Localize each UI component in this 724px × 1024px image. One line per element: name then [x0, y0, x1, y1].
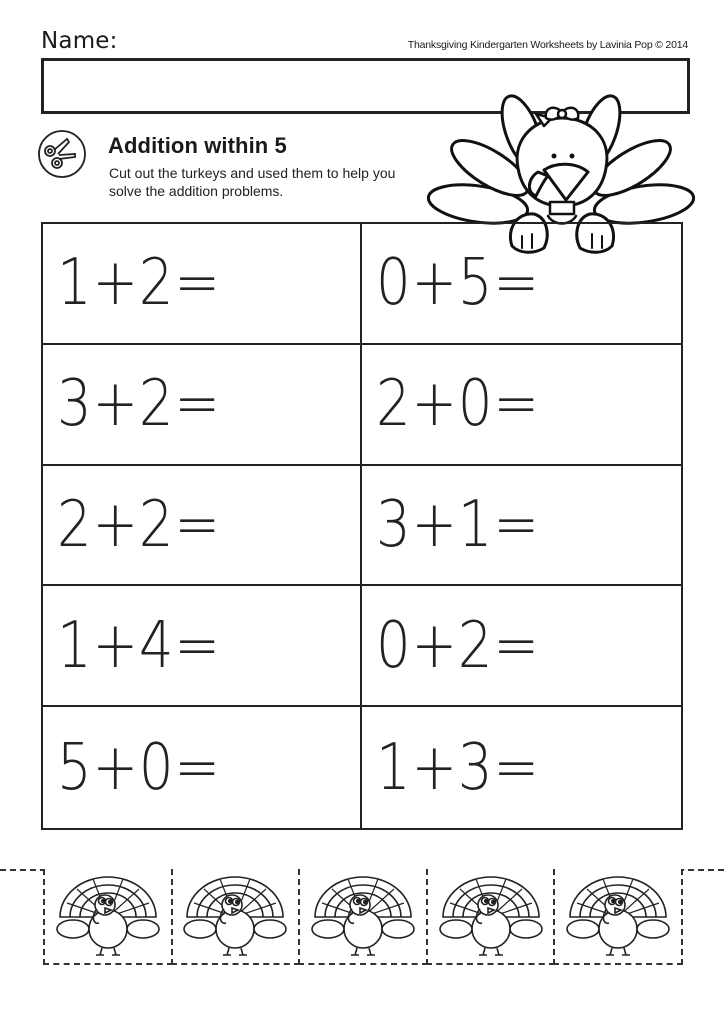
problem-cell[interactable] — [362, 586, 681, 707]
turkey-cutout[interactable] — [43, 869, 173, 965]
turkey-icon — [180, 873, 290, 959]
problem-cell[interactable] — [362, 345, 681, 466]
problem-cell[interactable] — [43, 224, 362, 345]
problem-cell[interactable] — [43, 707, 362, 828]
name-label: Name: — [41, 28, 118, 54]
problem-cell[interactable] — [362, 224, 681, 345]
problem-cell[interactable] — [43, 345, 362, 466]
turkey-icon — [53, 873, 163, 959]
worksheet-title: Addition within 5 — [108, 133, 287, 158]
turkey-cutout[interactable] — [426, 869, 556, 965]
cutout-strip — [43, 869, 683, 965]
turkey-icon — [308, 873, 418, 959]
problem-cell[interactable] — [43, 466, 362, 587]
turkey-cutout[interactable] — [553, 869, 683, 965]
worksheet-instructions: Cut out the turkeys and used them to help you solve the addition problems. — [109, 165, 396, 199]
problem-expression: 0+2= — [376, 608, 540, 683]
problem-expression: 2+0= — [376, 367, 540, 442]
problem-expression: 1+4= — [57, 608, 221, 683]
problem-cell[interactable] — [362, 707, 681, 828]
problem-expression: 1+3= — [376, 730, 540, 805]
problem-expression: 0+5= — [376, 246, 540, 321]
problem-expression: 3+2= — [57, 367, 221, 442]
turkey-cutout[interactable] — [171, 869, 301, 965]
problem-expression: 2+2= — [57, 487, 221, 562]
problem-expression: 1+2= — [57, 246, 221, 321]
turkey-cutout[interactable] — [298, 869, 428, 965]
problem-cell[interactable] — [362, 466, 681, 587]
worksheet-credit: Thanksgiving Kindergarten Worksheets by Lavinia Pop © 2014 — [407, 39, 688, 51]
scissors-icon — [37, 129, 87, 179]
turkey-icon — [436, 873, 546, 959]
problem-expression: 5+0= — [57, 730, 221, 805]
problem-expression: 3+1= — [376, 487, 540, 562]
problems-grid — [41, 222, 683, 830]
problem-cell[interactable] — [43, 586, 362, 707]
turkey-icon — [563, 873, 673, 959]
